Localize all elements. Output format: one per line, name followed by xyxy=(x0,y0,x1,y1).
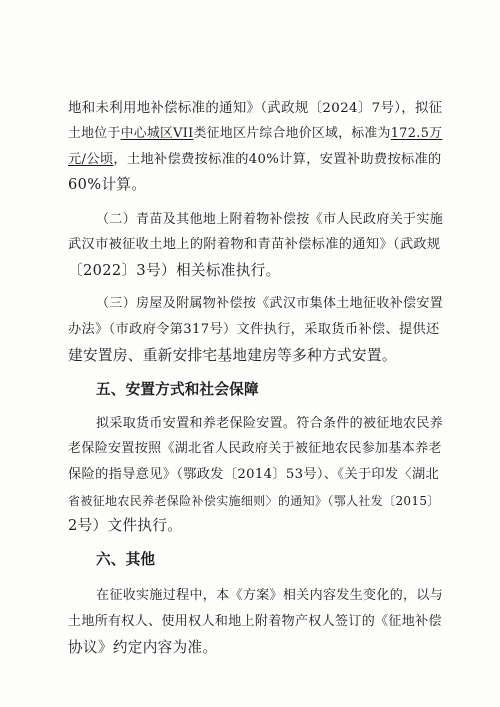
body-text-line: 60%计算。 xyxy=(68,176,147,193)
body-text-line: 土地位于中心城区VII类征地区片综合地价区域，标准为172.5万 xyxy=(68,126,443,141)
body-text-line: （二）青苗及其他地上附着物补偿按《市人民政府关于实施 xyxy=(96,212,444,227)
body-text-line: 办法》（市政府令第317号）文件执行，采取货币补偿、提供还 xyxy=(68,322,440,337)
body-text-line: 土地所有权人、使用权人和地上附着物产权人签订的《征地补偿 xyxy=(68,614,442,629)
body-text-line: 〔2022〕3号）相关标准执行。 xyxy=(68,262,281,279)
body-text-line: 保险的指导意见》（鄂政发〔2014〕53号）、《关于印发〈湖北 xyxy=(68,467,440,482)
underlined-unit: 元/公顷 xyxy=(68,152,114,167)
section-heading: 六、其他 xyxy=(96,551,156,568)
body-text-line: 建安置房、重新安排宅基地建房等多种方式安置。 xyxy=(68,347,397,364)
body-text-line: 协议》约定内容为准。 xyxy=(68,639,218,656)
body-text-line: 2号）文件执行。 xyxy=(68,517,183,534)
body-text-line: 地和未利用地补偿标准的通知》（武政规〔2024〕7号），拟征 xyxy=(68,101,443,116)
underlined-standard-value: 172.5万 xyxy=(390,126,443,141)
section-heading: 五、安置方式和社会保障 xyxy=(96,381,259,398)
body-text-line: 省被征地农民养老保险补偿实施细则〉的通知》（鄂人社发〔2015〕 xyxy=(68,494,440,508)
body-text-line: 元/公顷，土地补偿费按标准的40%计算，安置补助费按标准的 xyxy=(68,152,442,167)
body-text-line: 武汉市被征收土地上的附着物和青苗补偿标准的通知》（武政规 xyxy=(68,237,441,252)
body-text-line: （三）房屋及附属物补偿按《武汉市集体土地征收补偿安置 xyxy=(96,296,444,311)
body-text-line: 老保险安置按照《湖北省人民政府关于被征地农民参加基本养老 xyxy=(68,441,442,456)
underlined-zone-name: 中心城区VII xyxy=(120,126,194,141)
body-text-line: 在征收实施过程中，本《方案》相关内容发生变化的，以与 xyxy=(96,588,444,603)
body-text-line: 拟采取货币安置和养老保险安置。符合条件的被征地农民养 xyxy=(96,416,444,431)
